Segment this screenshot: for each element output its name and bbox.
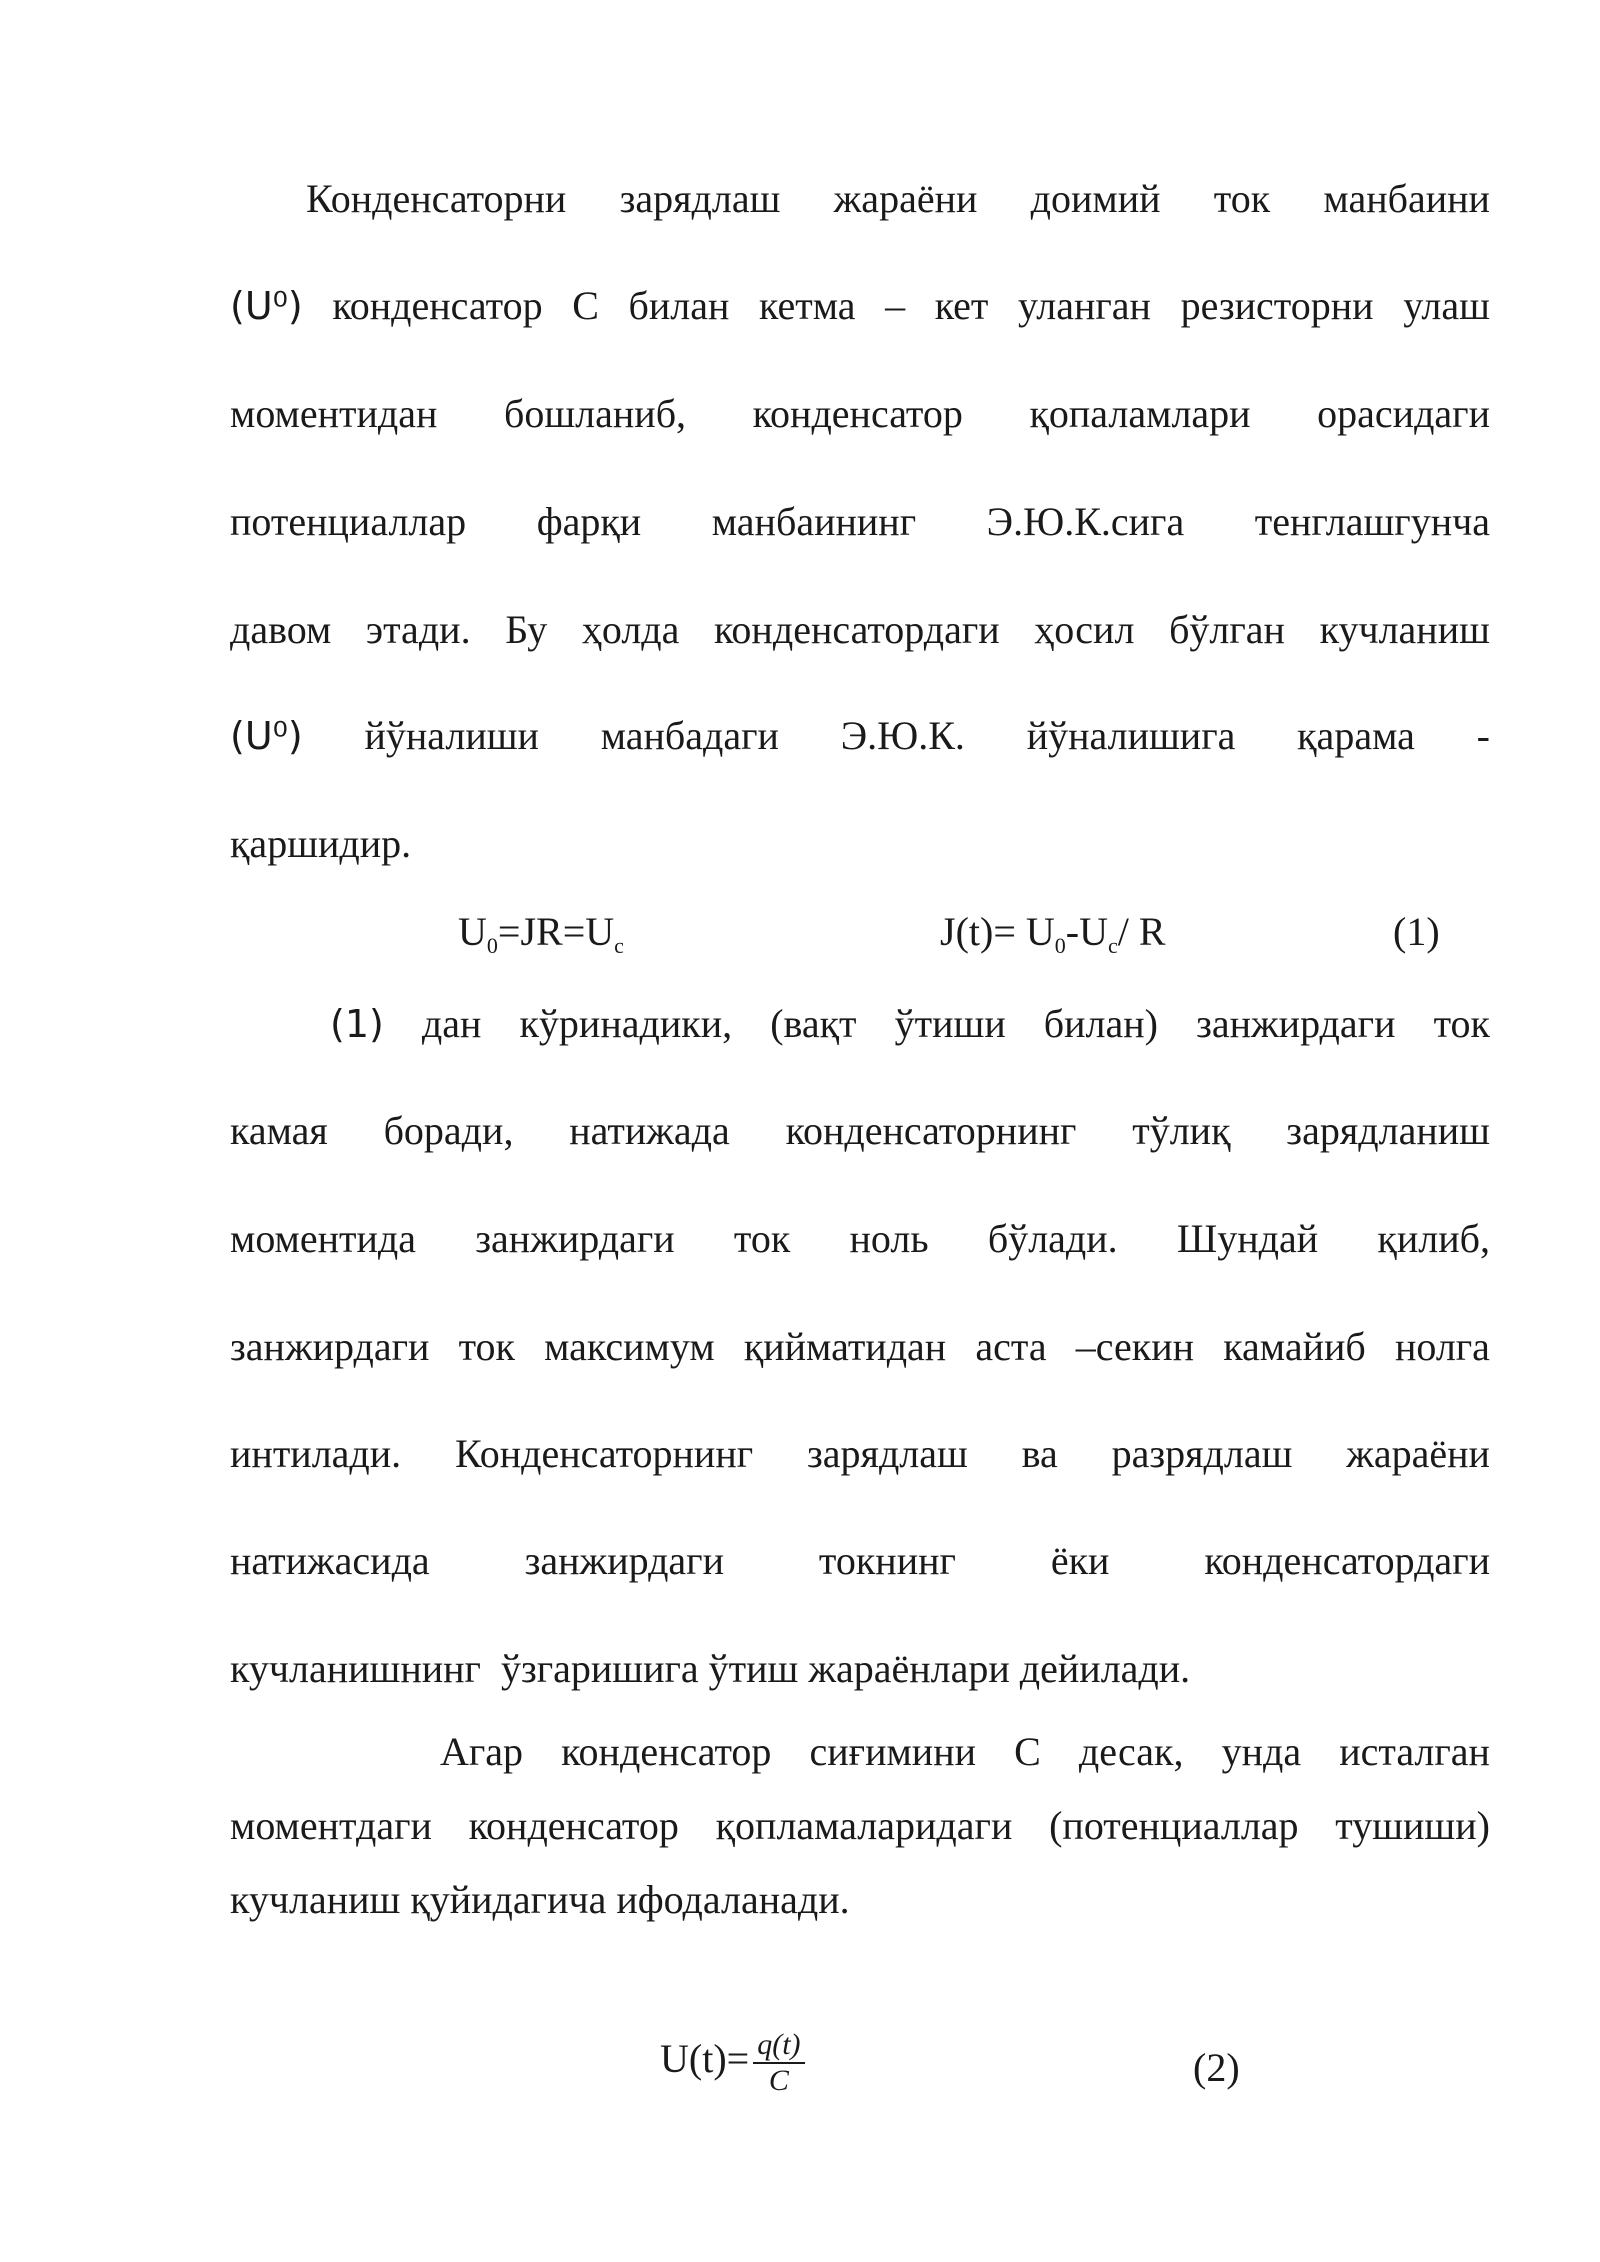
word: тўлиқ	[1132, 1108, 1231, 1153]
word: кет	[934, 283, 989, 328]
word: занжирдаги	[1196, 1001, 1396, 1046]
word: –	[885, 283, 906, 328]
word: натижасида	[230, 1538, 430, 1583]
word: ток	[1213, 176, 1271, 221]
word: манбадаги	[600, 713, 779, 758]
text-line	[230, 282, 1490, 330]
word: моментидан	[230, 391, 438, 436]
word: манбаини	[1323, 176, 1490, 221]
eq1-right-sub2: c	[1107, 933, 1118, 958]
word: моментдаги	[230, 1803, 432, 1848]
eq1-right-start: J(t)= U	[940, 909, 1055, 954]
word: бўлган	[1169, 607, 1285, 652]
word: тенглашгунча	[1254, 499, 1490, 544]
text-line	[230, 1215, 1490, 1263]
eq2-fraction	[753, 2030, 804, 2096]
word: нолга	[1394, 1324, 1490, 1369]
word: ноль	[849, 1216, 929, 1261]
word: Э.Ю.К.	[840, 713, 965, 758]
word: кўринадики,	[519, 1001, 733, 1046]
equation-1-right	[940, 908, 1166, 956]
word: разрядлаш	[1111, 1431, 1293, 1476]
text-line	[330, 1000, 1490, 1048]
text-line	[230, 606, 1490, 654]
word: резисторни	[1180, 283, 1374, 328]
word: зарядланиш	[1286, 1108, 1490, 1153]
eq2-number: (2)	[1193, 2045, 1240, 2090]
word: (потенциаллар	[1049, 1803, 1299, 1848]
word: билан	[628, 283, 730, 328]
word: кучланиш	[1319, 607, 1490, 652]
word: интилади.	[230, 1431, 402, 1476]
word: давом	[230, 607, 332, 652]
eq2-lhs: U(t)=	[660, 2036, 750, 2082]
word: бошланиб,	[504, 391, 687, 436]
word: йўналишига	[1026, 713, 1236, 758]
eq1-right-end: / R	[1117, 909, 1166, 954]
word: токнинг	[818, 1538, 956, 1583]
word: зарядлаш	[806, 1431, 968, 1476]
word: -	[1476, 713, 1490, 758]
word: Бу	[505, 607, 548, 652]
eq1-left-sub: 0	[486, 933, 498, 958]
word: конденсатор	[561, 1729, 772, 1774]
eq1-right-sub: 0	[1054, 933, 1066, 958]
word: Конденсаторни	[306, 176, 567, 221]
word: жараёни	[1346, 1431, 1490, 1476]
word: ҳосил	[1034, 607, 1135, 652]
word: қопаламлари	[1029, 391, 1251, 436]
text-line	[230, 1802, 1490, 1850]
word: Конденсаторнинг	[455, 1431, 754, 1476]
eq2-denominator: C	[768, 2064, 789, 2097]
word: улаш	[1403, 283, 1490, 328]
word: сиғимини	[809, 1729, 977, 1774]
word: занжирдаги	[475, 1216, 675, 1261]
word: қаршидир.	[230, 821, 412, 866]
word: (U⁰)	[230, 714, 303, 758]
word: Агар	[440, 1729, 524, 1774]
word: унда	[1221, 1729, 1302, 1774]
equation-1-left	[458, 908, 624, 956]
equation-2-number	[1193, 2044, 1240, 2092]
text-line	[230, 712, 1490, 760]
word: (вақт	[770, 1001, 857, 1046]
word: орасидаги	[1317, 391, 1490, 436]
text-line	[306, 175, 1490, 223]
eq1-left-mid: =JR=U	[497, 909, 615, 954]
word: зарядлаш	[619, 176, 781, 221]
word: (1)	[330, 1002, 384, 1046]
text-line	[230, 1876, 1490, 1924]
eq1-left-sub2: c	[614, 933, 624, 958]
word: қопламаларидаги	[715, 1803, 1013, 1848]
text-line	[230, 390, 1490, 438]
word: ток	[733, 1216, 791, 1261]
text-line	[230, 1645, 1490, 1693]
word: манбаининг	[711, 499, 917, 544]
word: десак,	[1078, 1729, 1184, 1774]
word: кучланиш қуйидагича ифодаланади.	[230, 1877, 850, 1922]
word: жараёни	[833, 176, 978, 221]
word: Шундай	[1176, 1216, 1319, 1261]
word: конденсатордаги	[714, 607, 1000, 652]
word: натижада	[569, 1108, 730, 1153]
eq1-left-base: U	[458, 909, 487, 954]
word: ва	[1021, 1431, 1058, 1476]
word: конденсатор	[468, 1803, 679, 1848]
word: этади.	[365, 607, 471, 652]
text-line	[230, 1107, 1490, 1155]
word: билан)	[1043, 1001, 1158, 1046]
word: занжирдаги	[524, 1538, 724, 1583]
word: конденсатор	[332, 283, 543, 328]
word: потенциаллар	[230, 499, 467, 544]
text-line	[230, 820, 1490, 868]
word: қилиб,	[1377, 1216, 1490, 1261]
word: аста	[975, 1324, 1047, 1369]
word: исталган	[1339, 1729, 1490, 1774]
word: конденсатор	[752, 391, 963, 436]
text-line	[230, 1430, 1490, 1478]
equation-2	[660, 2030, 805, 2096]
word: конденсаторнинг	[785, 1108, 1077, 1153]
word: тушиши)	[1335, 1803, 1490, 1848]
word: ўтиши	[894, 1001, 1006, 1046]
word: занжирдаги	[230, 1324, 430, 1369]
word: кетма	[759, 283, 856, 328]
word: қарама	[1297, 713, 1415, 758]
word: Э.Ю.К.сига	[986, 499, 1185, 544]
text-line	[440, 1728, 1490, 1776]
word: С	[572, 283, 599, 328]
word: доимий	[1030, 176, 1161, 221]
word: уланган	[1018, 283, 1151, 328]
word: камайиб	[1223, 1324, 1366, 1369]
word: кучланишнинг ўзгаришига ўтиш жараёнлари дейилади.	[230, 1646, 1191, 1691]
equation-1-number	[1393, 908, 1440, 956]
eq1-number: (1)	[1393, 909, 1440, 954]
word: қийматидан	[743, 1324, 947, 1369]
word: ҳолда	[581, 607, 680, 652]
eq2-numerator: q(t)	[753, 2030, 804, 2064]
word: конденсатордаги	[1204, 1538, 1490, 1583]
word: ток	[1433, 1001, 1490, 1046]
word: С	[1014, 1729, 1041, 1774]
word: дан	[421, 1001, 482, 1046]
word: фарқи	[536, 499, 642, 544]
word: ток	[458, 1324, 515, 1369]
word: бўлади.	[987, 1216, 1118, 1261]
word: боради,	[383, 1108, 514, 1153]
word: моментида	[230, 1216, 417, 1261]
word: йўналиши	[364, 713, 539, 758]
word: –секин	[1075, 1324, 1195, 1369]
word: (U⁰)	[230, 284, 303, 328]
text-line	[230, 1537, 1490, 1585]
word: максимум	[544, 1324, 715, 1369]
text-line	[230, 1323, 1490, 1371]
word: ёки	[1050, 1538, 1110, 1583]
text-line	[230, 498, 1490, 546]
word: камая	[230, 1108, 328, 1153]
eq1-right-mid: -U	[1065, 909, 1108, 954]
